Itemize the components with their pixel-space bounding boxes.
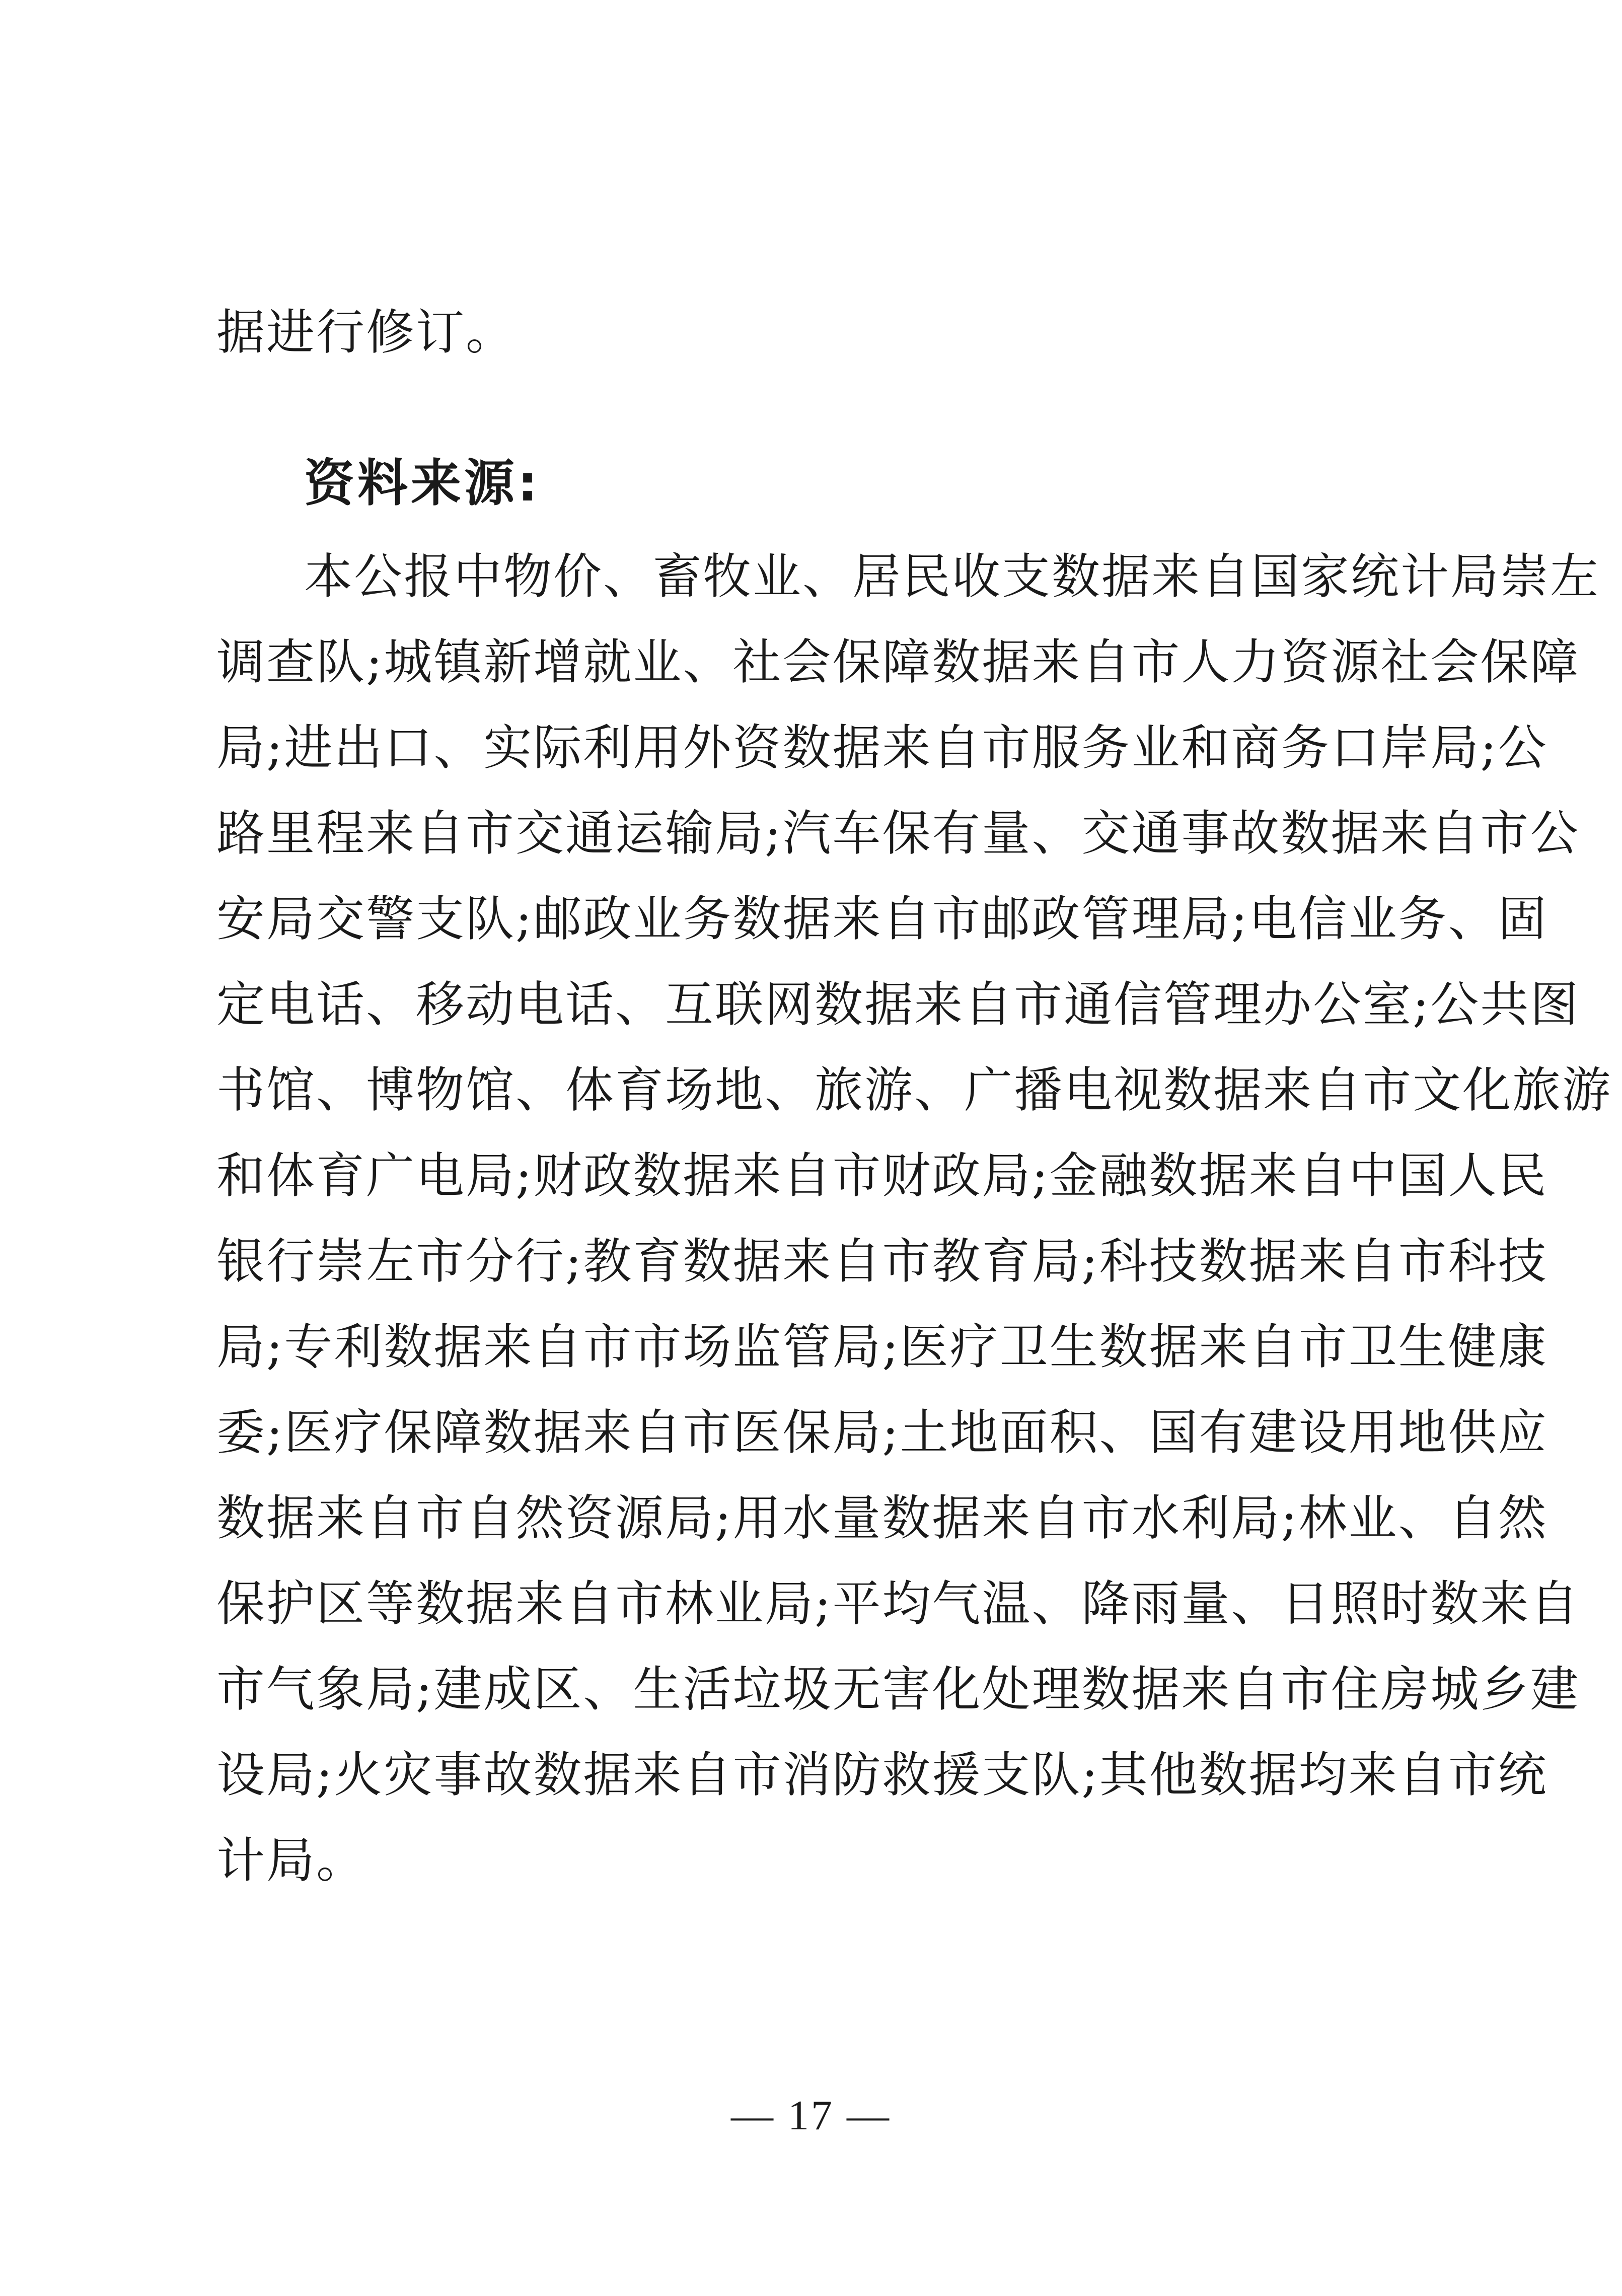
continuation-text: 据进行修订。 [216,304,515,361]
paragraph-line: 局;专利数据来自市市场监管局;医疗卫生数据来自市卫生健康 [216,1319,1548,1375]
paragraph-line: 和体育广电局;财政数据来自市财政局;金融数据来自中国人民 [216,1147,1548,1204]
paragraph-line: 委;医疗保障数据来自市医保局;土地面积、国有建设用地供应 [216,1404,1548,1461]
paragraph-line: 调查队;城镇新增就业、社会保障数据来自市人力资源社会保障 [216,634,1580,690]
paragraph-line: 书馆、博物馆、体育场地、旅游、广播电视数据来自市文化旅游 [216,1062,1612,1118]
page-number: — 17 — [731,2092,891,2139]
paragraph-line: 路里程来自市交通运输局;汽车保有量、交通事故数据来自市公 [216,805,1580,862]
paragraph-line: 市气象局;建成区、生活垃圾无害化处理数据来自市住房城乡建 [216,1661,1580,1717]
paragraph-line: 数据来自市自然资源局;用水量数据来自市水利局;林业、自然 [216,1490,1548,1546]
sources-paragraph [216,534,1612,1903]
paragraph-line: 保护区等数据来自市林业局;平均气温、降雨量、日照时数来自 [216,1575,1580,1632]
paragraph-line: 安局交警支队;邮政业务数据来自市邮政管理局;电信业务、固 [216,891,1548,947]
paragraph-line: 局;进出口、实际利用外资数据来自市服务业和商务口岸局;公 [216,720,1548,776]
paragraph-line: 计局。 [216,1832,366,1889]
paragraph-line: 定电话、移动电话、互联网数据来自市通信管理办公室;公共图 [216,976,1580,1033]
paragraph-line: 设局;火灾事故数据来自市消防救援支队;其他数据均来自市统 [216,1747,1548,1803]
paragraph-line: 本公报中物价、畜牧业、居民收支数据来自国家统计局崇左 [304,548,1600,605]
paragraph-line: 银行崇左市分行;教育数据来自市教育局;科技数据来自市科技 [216,1233,1548,1289]
section-heading: 资料来源: [304,454,541,513]
